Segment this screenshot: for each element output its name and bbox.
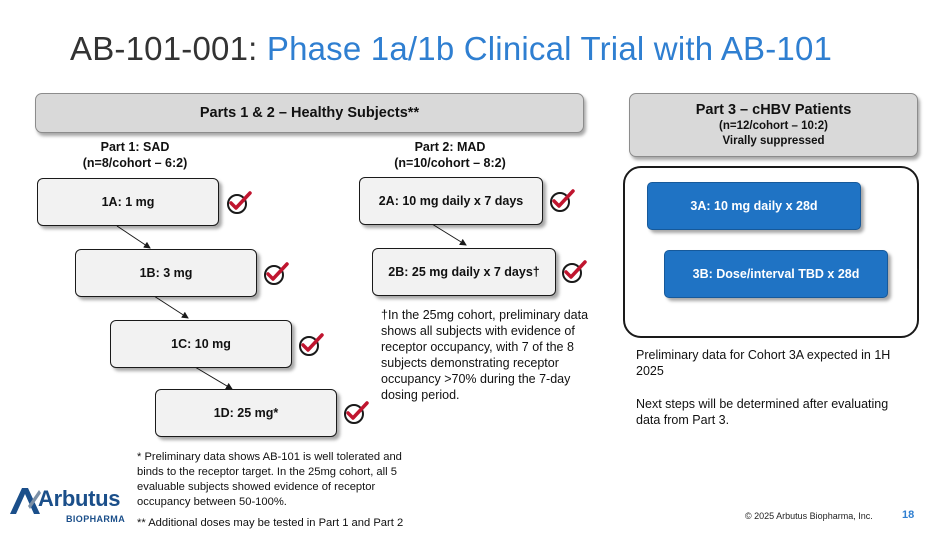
cohort-3b-box — [664, 250, 888, 298]
cohort-1b-label: 1B: 3 mg — [139, 266, 193, 280]
check-icon — [226, 190, 252, 216]
arbutus-logo-icon — [8, 484, 42, 518]
cohort-3a-box — [647, 182, 861, 230]
arrow-1c-1d — [195, 367, 232, 389]
part3-cohort-size: (n=12/cohort – 10:2) — [719, 120, 828, 132]
cohort-2a-box — [359, 177, 543, 225]
logo-name: Arbutus — [38, 486, 121, 511]
page-number: 18 — [902, 509, 915, 521]
cohort-2a-label: 2A: 10 mg daily x 7 days — [378, 194, 524, 208]
company-logo — [8, 482, 133, 528]
page-title — [70, 30, 832, 68]
check-icon — [298, 332, 324, 358]
arrow-2a-2b — [432, 224, 466, 245]
part2-note: †In the 25mg cohort, preliminary data shows all subjects with evidence of receptor occupancy, with 7 of the 8 subjects demonstrating receptor occupancy >70% during the 7-day dosing period. — [381, 308, 589, 402]
part3-title: Part 3 – cHBV Patients — [695, 102, 852, 118]
cohort-1a-label: 1A: 1 mg — [101, 195, 155, 209]
title-prefix: AB-101-001: — [70, 30, 267, 67]
title-highlight: Phase 1a/1b Clinical Trial with AB-101 — [266, 30, 833, 67]
arrow-1a-1b — [117, 226, 150, 248]
cohort-1d-label: 1D: 25 mg* — [213, 406, 279, 420]
arrow-1b-1c — [154, 296, 188, 318]
cohort-2b-label: 2B: 25 mg daily x 7 days† — [388, 265, 540, 279]
cohort-3a-label: 3A: 10 mg daily x 28d — [690, 199, 818, 213]
cohort-1c-box — [110, 320, 292, 368]
part3-note-next-steps: Next steps will be determined after evaluating data from Part 3. — [636, 397, 889, 427]
check-icon — [263, 261, 289, 287]
healthy-subjects-banner — [35, 93, 584, 133]
cohort-1d-box — [155, 389, 337, 437]
part2-label-title: Part 2: MAD — [414, 140, 486, 154]
check-icon — [561, 259, 587, 285]
part1-label — [60, 139, 210, 171]
part2-label — [370, 139, 530, 171]
part3-banner — [629, 93, 918, 157]
logo-sub: BIOPHARMA — [66, 514, 126, 524]
cohort-1c-label: 1C: 10 mg — [171, 337, 231, 351]
part1-label-cohort: (n=8/cohort – 6:2) — [82, 156, 188, 170]
cohort-2b-box — [372, 248, 556, 296]
part3-population: Virally suppressed — [722, 135, 825, 147]
part2-label-cohort: (n=10/cohort – 8:2) — [394, 156, 506, 170]
check-icon — [343, 400, 369, 426]
part3-note-preliminary: Preliminary data for Cohort 3A expected in 1H 2025 — [636, 348, 891, 378]
healthy-subjects-banner-label: Parts 1 & 2 – Healthy Subjects** — [199, 105, 420, 121]
copyright: © 2025 Arbutus Biopharma, Inc. — [745, 511, 873, 521]
part1-label-title: Part 1: SAD — [100, 140, 170, 154]
check-icon — [549, 188, 575, 214]
cohort-1a-box — [37, 178, 219, 226]
footnote-star: * Preliminary data shows AB-101 is well tolerated and binds to the receptor target. In the 25mg cohort, all 5 evaluable subjects showed evidence of receptor occupancy between 50-100%. — [137, 451, 402, 508]
cohort-1b-box — [75, 249, 257, 297]
footnote-double-star: ** Additional doses may be tested in Part 1 and Part 2 — [137, 517, 404, 529]
cohort-3b-label: 3B: Dose/interval TBD x 28d — [692, 267, 860, 281]
